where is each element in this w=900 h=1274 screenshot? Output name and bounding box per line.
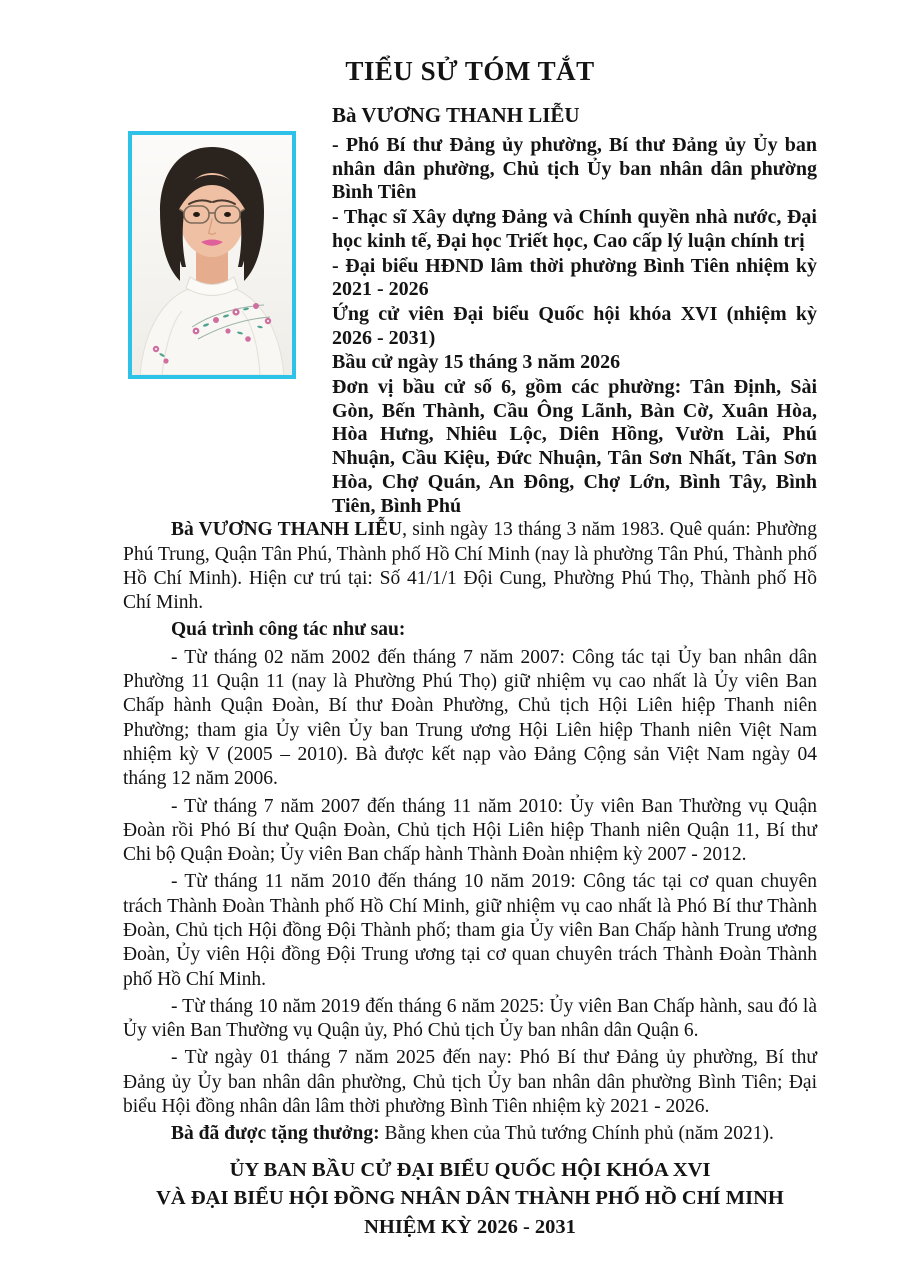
footer-line: VÀ ĐẠI BIỂU HỘI ĐỒNG NHÂN DÂN THÀNH PHỐ HỒ CHÍ MINH bbox=[156, 1187, 784, 1210]
highlight-item: Đơn vị bầu cử số 6, gồm các phường: Tân Định, Sài Gòn, Bến Thành, Cầu Ông Lãnh, Bàn Cờ, Xuân Hòa, Hòa Hưng, Nhiêu Lộc, Diên Hồng, Vườn Lài, Phú Nhuận, Cầu Kiệu, Đức Nhuận, Tân Sơn Nhất, Tân Sơn Hòa, Chợ Quán, An Đông, Chợ Lớn, Bình Tây, Bình Tiên, Bình Phú bbox=[332, 376, 817, 517]
intro-paragraph bbox=[123, 518, 817, 615]
highlight-item: - Phó Bí thư Đảng ủy phường, Bí thư Đảng ủy Ủy ban nhân dân phường, Chủ tịch Ủy ban nhân dân phường Bình Tiên bbox=[332, 134, 817, 204]
candidate-summary bbox=[332, 103, 817, 518]
award-text: Bằng khen của Thủ tướng Chính phủ (năm 2021). bbox=[379, 1123, 774, 1145]
career-item: - Từ ngày 01 tháng 7 năm 2025 đến nay: Phó Bí thư Đảng ủy phường, Bí thư Đảng ủy Ủy ban nhân dân phường, Chủ tịch Ủy ban nhân dân phường Bình Tiên; Đại biểu Hội đồng nhân dân lâm thời phường Bình Tiên nhiệm kỳ 2021 - 2026. bbox=[123, 1047, 817, 1118]
award-label: Bà đã được tặng thưởng: bbox=[171, 1123, 380, 1145]
committee-footer bbox=[123, 1156, 817, 1242]
page-title: TIỂU SỬ TÓM TẮT bbox=[345, 56, 595, 86]
career-item: - Từ tháng 02 năm 2002 đến tháng 7 năm 2007: Công tác tại Ủy ban nhân dân Phường 11 Quận 11 (nay là Phường Phú Thọ) giữ nhiệm vụ cao nhất là Ủy viên Ban Chấp hành Quận Đoàn, Bí thư Đoàn Phường, Chủ tịch Hội Liên hiệp Thanh niên Phường; tham gia Ủy viên Ủy ban Trung ương Hội Liên hiệp Thanh niên Việt Nam nhiệm kỳ V (2005 – 2010). Bà được kết nạp vào Đảng Cộng sản Việt Nam ngày 04 tháng 12 năm 2006. bbox=[123, 646, 817, 790]
highlight-item: - Đại biểu HĐND lâm thời phường Bình Tiên nhiệm kỳ 2021 - 2026 bbox=[332, 254, 817, 301]
candidate-header bbox=[123, 103, 817, 518]
highlight-item: Bầu cử ngày 15 tháng 3 năm 2026 bbox=[332, 351, 621, 374]
highlight-item: - Thạc sĩ Xây dựng Đảng và Chính quyền nhà nước, Đại học kinh tế, Đại học Triết học, Cao cấp lý luận chính trị bbox=[332, 206, 817, 252]
career-item: - Từ tháng 7 năm 2007 đến tháng 11 năm 2010: Ủy viên Ban Thường vụ Quận Đoàn rồi Phó Bí thư Quận Đoàn, Chủ tịch Hội Liên hiệp Thanh niên Quận 11, Bí thư Chi bộ Quận Đoàn; Ủy viên Ban chấp hành Thành Đoàn nhiệm kỳ 2007 - 2012. bbox=[123, 795, 817, 866]
footer-line: NHIỆM KỲ 2026 - 2031 bbox=[364, 1215, 576, 1238]
document-content bbox=[123, 0, 817, 1241]
candidate-name: Bà VƯƠNG THANH LIỄU bbox=[332, 103, 580, 127]
highlight-item: Ứng cử viên Đại biểu Quốc hội khóa XVI (nhiệm kỳ 2026 - 2031) bbox=[332, 302, 817, 349]
career-item: - Từ tháng 10 năm 2019 đến tháng 6 năm 2025: Ủy viên Ban Chấp hành, sau đó là Ủy viên Ban Thường vụ Quận ủy, Phó Chủ tịch Ủy ban nhân dân Quận 6. bbox=[123, 995, 817, 1042]
award-paragraph bbox=[123, 1122, 817, 1146]
portrait-illustration bbox=[132, 135, 292, 375]
candidate-photo bbox=[128, 131, 296, 379]
candidate-name-inline: Bà VƯƠNG THANH LIỄU bbox=[171, 519, 403, 541]
career-heading: Quá trình công tác như sau: bbox=[171, 619, 406, 641]
career-item: - Từ tháng 11 năm 2010 đến tháng 10 năm 2019: Công tác tại cơ quan chuyên trách Thành Đoàn Thành phố Hồ Chí Minh, giữ nhiệm vụ cao nhất là Phó Bí thư Thành Đoàn, Chủ tịch Hội đồng Đội Thành phố; tham gia Ủy viên Ban Chấp hành Trung ương Đoàn, Ủy viên Hội đồng Đội Trung ương tại cơ quan chuyên trách Thành Đoàn Thành phố Hồ Chí Minh. bbox=[123, 871, 817, 990]
footer-line: ỦY BAN BẦU CỬ ĐẠI BIỂU QUỐC HỘI KHÓA XVI bbox=[229, 1158, 711, 1181]
intro-text: , sinh ngày 13 tháng 3 năm 1983. Quê quán: Phường Phú Trung, Quận Tân Phú, Thành phố Hồ Chí Minh (nay là phường Tân Phú, Thành phố Hồ Chí Minh). Hiện cư trú tại: Số 41/1/1 Đội Cung, Phường Phú Thọ, Thành phố Hồ Chí Minh. bbox=[123, 519, 818, 614]
